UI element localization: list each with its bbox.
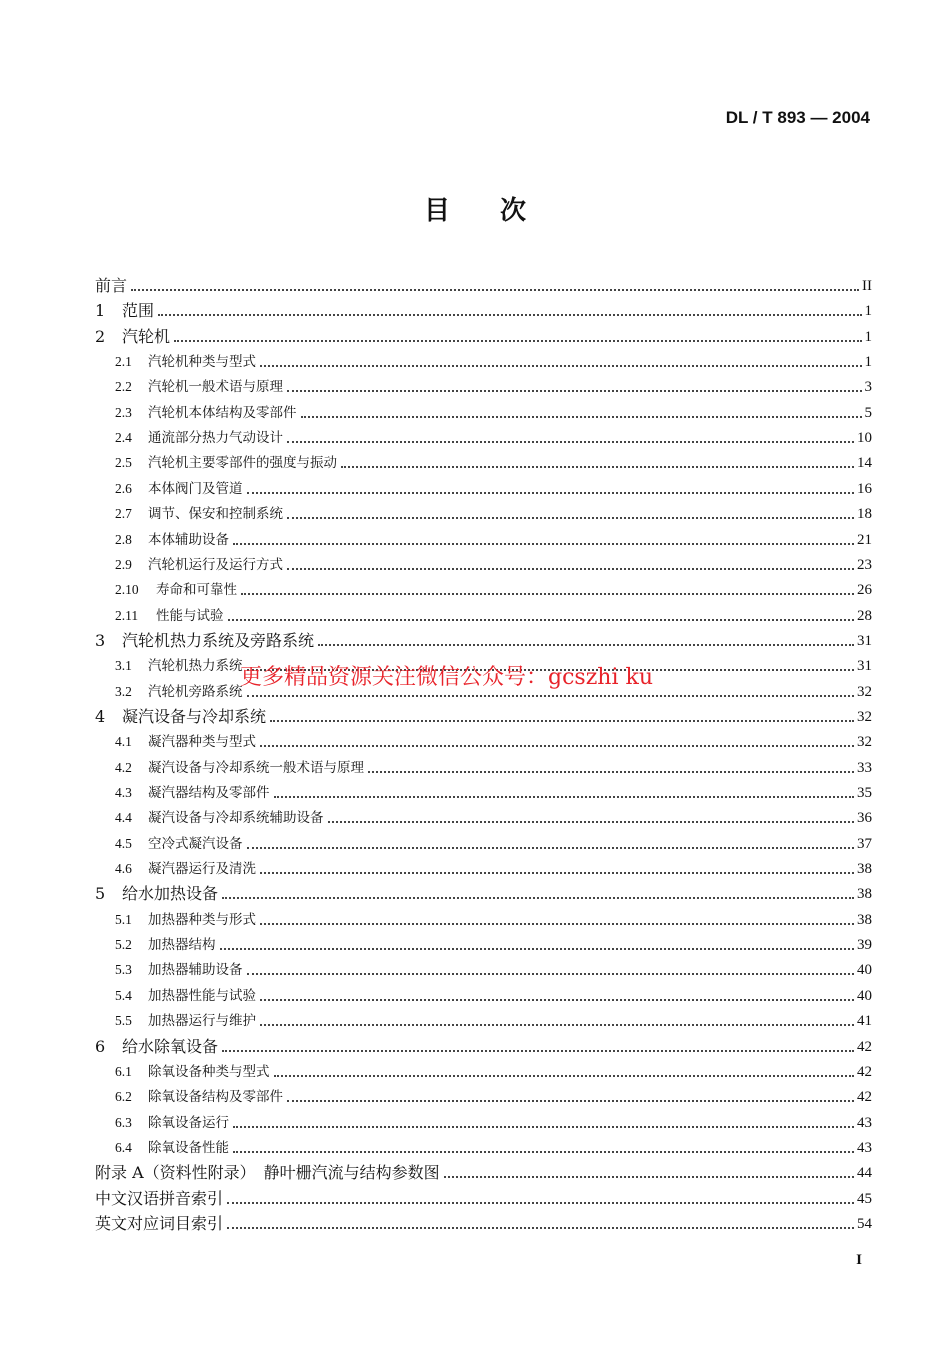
dot-leader	[241, 592, 854, 595]
toc-entry[interactable]	[95, 297, 872, 321]
toc-entry-page: 33	[857, 759, 872, 776]
toc-entry-title: 汽轮机一般术语与原理	[148, 379, 283, 396]
toc-entry-page: 42	[857, 1089, 872, 1106]
dot-leader	[247, 972, 855, 975]
dot-leader	[318, 643, 854, 646]
standard-number: DL / T 893 — 2004	[725, 108, 870, 127]
toc-entry-page: 26	[857, 582, 872, 599]
toc-entry-page: 3	[864, 379, 872, 396]
dot-leader	[158, 313, 861, 316]
toc-entry[interactable]	[95, 627, 872, 651]
toc-entry-title: 汽轮机旁路系统	[148, 683, 243, 700]
toc-entry-page: 43	[857, 1139, 872, 1156]
toc-entry-page: 42	[857, 1063, 872, 1080]
toc-entry-number: 5.2	[115, 937, 132, 953]
toc-entry-title: 加热器结构	[148, 937, 216, 954]
toc-entry[interactable]	[115, 956, 872, 980]
toc-entry-title: 汽轮机	[122, 326, 171, 346]
toc-entry-number: 2.5	[115, 455, 132, 471]
toc-entry[interactable]	[115, 1083, 872, 1107]
toc-entry-page: 44	[857, 1165, 872, 1182]
toc-entry-number: 4.6	[115, 861, 132, 877]
toc-entry[interactable]	[95, 1159, 872, 1183]
toc-entry-title: 汽轮机本体结构及零部件	[148, 404, 297, 421]
toc-entry-title: 凝汽器种类与型式	[148, 734, 256, 751]
dot-leader	[247, 491, 855, 494]
toc-entry-page: 32	[857, 734, 872, 751]
toc-entry-page: II	[862, 278, 872, 294]
dot-leader	[301, 415, 862, 418]
dot-leader	[260, 922, 854, 925]
toc-entry-number: 3.2	[115, 683, 132, 699]
dot-leader	[233, 1150, 854, 1153]
page-number: I	[856, 1252, 862, 1268]
dot-leader	[220, 947, 855, 950]
toc-entry-page: 1	[864, 354, 872, 371]
dot-leader	[260, 998, 854, 1001]
toc-entry-number: 6.3	[115, 1114, 132, 1130]
toc-entry-number: 2.9	[115, 556, 132, 572]
toc-entry-title: 汽轮机主要零部件的强度与振动	[148, 455, 337, 472]
toc-entry-number: 5.3	[115, 962, 132, 978]
toc-entry[interactable]	[115, 500, 872, 524]
dot-leader	[444, 1175, 854, 1178]
toc-entry-title: 汽轮机种类与型式	[148, 354, 256, 371]
toc-entry[interactable]	[95, 272, 872, 296]
toc-entry-title: 本体辅助设备	[148, 531, 229, 548]
toc-entry-number: 3	[95, 630, 106, 650]
toc-entry[interactable]	[115, 906, 872, 930]
dot-leader	[287, 567, 854, 570]
toc-entry[interactable]	[115, 526, 872, 550]
toc-entry-page: 38	[857, 861, 872, 878]
toc-entry-number: 6	[95, 1036, 106, 1056]
toc-entry-number: 5.4	[115, 987, 132, 1003]
toc-entry-title: 空冷式凝汽设备	[148, 835, 243, 852]
toc-entry-page: 5	[864, 404, 872, 421]
toc-entry-title: 给水加热设备	[122, 884, 219, 904]
toc-entry-number: 2.8	[115, 531, 132, 547]
dot-leader	[247, 846, 855, 849]
toc-entry-title: 性能与试验	[156, 607, 224, 624]
toc-entry-title: 中文汉语拼音索引	[95, 1188, 224, 1208]
toc-entry[interactable]	[115, 475, 872, 499]
toc-entry-number: 4.1	[115, 734, 132, 750]
toc-entry-title: 汽轮机热力系统及旁路系统	[122, 630, 315, 650]
dot-leader	[260, 364, 862, 367]
toc-entry-title: 前言	[95, 276, 128, 295]
toc-entry[interactable]	[115, 931, 872, 955]
dot-leader	[368, 770, 854, 773]
toc-entry-title: 范围	[122, 301, 155, 321]
toc-entry[interactable]	[115, 728, 872, 752]
toc-entry[interactable]	[115, 399, 872, 423]
toc-entry-page: 41	[857, 1013, 872, 1030]
toc-entry[interactable]	[95, 1033, 872, 1057]
toc-entry-title: 本体阀门及管道	[148, 480, 243, 497]
page-title: 目次	[423, 196, 576, 226]
dot-leader	[247, 694, 855, 697]
toc-entry-title: 除氧设备性能	[148, 1139, 229, 1156]
toc-entry-page: 21	[857, 531, 872, 548]
toc-entry[interactable]	[115, 855, 872, 879]
toc-entry-number: 4.3	[115, 785, 132, 800]
toc-entry-page: 35	[857, 785, 872, 801]
toc-entry[interactable]	[115, 1058, 872, 1082]
dot-leader	[233, 1125, 854, 1128]
toc-entry[interactable]	[115, 779, 872, 803]
toc-entry[interactable]	[95, 1185, 872, 1209]
dot-leader	[270, 719, 854, 722]
toc-entry-title: 除氧设备种类与型式	[148, 1063, 270, 1080]
toc-entry-title: 通流部分热力气动设计	[148, 430, 283, 447]
dot-leader	[287, 440, 854, 443]
toc-entry-title: 凝汽设备与冷却系统一般术语与原理	[148, 759, 364, 776]
toc-entry-number: 6.1	[115, 1063, 132, 1079]
toc-entry-title: 调节、保安和控制系统	[148, 506, 283, 523]
toc-entry-title: 凝汽器运行及清洗	[148, 861, 256, 878]
dot-leader	[222, 1049, 854, 1052]
dot-leader	[274, 795, 855, 798]
toc-entry-title: 附录 A（资料性附录） 静叶栅汽流与结构参数图	[95, 1163, 440, 1183]
toc-entry-page: 31	[857, 658, 872, 675]
toc-entry[interactable]	[95, 703, 872, 727]
toc-entry[interactable]	[115, 551, 872, 575]
toc-entry-number: 2.10	[115, 582, 139, 598]
toc-entry[interactable]	[115, 348, 872, 372]
toc-entry-page: 42	[857, 1038, 872, 1055]
toc-entry-page: 39	[857, 937, 872, 954]
toc-entry-number: 2.11	[115, 607, 139, 623]
toc-entry[interactable]	[115, 982, 872, 1006]
dot-leader	[227, 1201, 854, 1204]
toc-entry-number: 6.4	[115, 1139, 132, 1155]
dot-leader	[287, 389, 862, 392]
toc-entry[interactable]	[115, 576, 872, 600]
toc-entry[interactable]	[115, 804, 872, 828]
toc-entry-number: 4.2	[115, 759, 132, 775]
dot-leader	[227, 1226, 854, 1229]
toc-entry-number: 2.6	[115, 480, 132, 496]
toc-entry-title: 除氧设备结构及零部件	[148, 1089, 283, 1106]
toc-entry-page: 40	[857, 962, 872, 979]
toc-entry[interactable]	[95, 1210, 872, 1234]
toc-entry-page: 37	[857, 835, 872, 852]
toc-entry-page: 45	[857, 1190, 872, 1207]
toc-entry-number: 4.4	[115, 810, 132, 826]
toc-entry-page: 14	[857, 455, 872, 472]
toc-entry-title: 加热器运行与维护	[148, 1013, 256, 1030]
dot-leader	[260, 871, 854, 874]
dot-leader	[328, 820, 855, 823]
toc-entry[interactable]	[115, 373, 872, 397]
toc-entry[interactable]	[115, 449, 872, 473]
watermark-text: 更多精品资源关注微信公众号：gcszhi ku	[240, 665, 653, 690]
toc-entry-page: 16	[857, 480, 872, 497]
dot-leader	[287, 516, 854, 519]
toc-entry-number: 6.2	[115, 1089, 132, 1105]
toc-entry-title: 加热器辅助设备	[148, 962, 243, 979]
toc-entry-title: 汽轮机运行及运行方式	[148, 556, 283, 573]
toc-entry-title: 除氧设备运行	[148, 1114, 229, 1131]
toc-entry[interactable]	[95, 323, 872, 347]
toc-entry-number: 1	[95, 301, 106, 321]
toc-entry-page: 40	[857, 987, 872, 1004]
toc-entry-page: 54	[857, 1215, 872, 1232]
toc-entry-number: 2.2	[115, 379, 132, 395]
toc-entry-number: 2.7	[115, 506, 132, 522]
toc-entry-page: 43	[857, 1114, 872, 1131]
toc-entry-title: 凝汽器结构及零部件	[148, 785, 270, 801]
toc-entry-title: 凝汽设备与冷却系统辅助设备	[148, 810, 324, 827]
dot-leader	[341, 465, 854, 468]
toc-entry-page: 18	[857, 506, 872, 523]
toc-entry[interactable]	[115, 1109, 872, 1133]
toc-entry-page: 32	[857, 708, 872, 725]
toc-entry-number: 4	[95, 706, 106, 726]
toc-entry-page: 1	[864, 328, 872, 345]
dot-leader	[287, 1099, 854, 1102]
toc-entry-number: 2	[95, 326, 106, 346]
dot-leader	[131, 288, 859, 291]
toc-entry-title: 给水除氧设备	[122, 1036, 219, 1056]
toc-entry-title: 凝汽设备与冷却系统	[122, 706, 267, 726]
toc-entry[interactable]	[115, 830, 872, 854]
dot-leader	[260, 1023, 854, 1026]
toc-entry[interactable]	[115, 754, 872, 778]
toc-entry-number: 5	[95, 884, 106, 904]
toc-entry-page: 32	[857, 683, 872, 700]
toc-entry-page: 28	[857, 607, 872, 624]
toc-entry-title: 英文对应词目索引	[95, 1213, 224, 1233]
dot-leader	[228, 618, 855, 621]
toc-entry-page: 31	[857, 632, 872, 649]
toc-entry-page: 10	[857, 430, 872, 447]
toc-entry-title: 寿命和可靠性	[156, 582, 237, 599]
toc-entry-number: 5.5	[115, 1013, 132, 1029]
dot-leader	[174, 339, 861, 342]
toc-entry[interactable]	[115, 424, 872, 448]
toc-entry-number: 2.4	[115, 430, 132, 446]
toc-entry[interactable]	[115, 602, 872, 626]
toc-entry-number: 3.1	[115, 658, 132, 674]
toc-entry-title: 加热器性能与试验	[148, 987, 256, 1004]
toc-entry-page: 38	[857, 886, 872, 903]
dot-leader	[222, 896, 854, 899]
toc-entry-title: 加热器种类与形式	[148, 911, 256, 928]
toc-entry-page: 23	[857, 556, 872, 573]
toc-entry-page: 36	[857, 810, 872, 827]
toc-entry-page: 1	[864, 303, 872, 320]
toc-entry-number: 2.3	[115, 404, 132, 420]
toc-entry-number: 4.5	[115, 835, 132, 851]
toc-entry-number: 5.1	[115, 911, 132, 927]
dot-leader	[260, 744, 854, 747]
toc-entry-number: 2.1	[115, 354, 132, 370]
toc-entry[interactable]	[115, 1007, 872, 1031]
toc-entry-page: 38	[857, 911, 872, 928]
dot-leader	[233, 542, 854, 545]
dot-leader	[274, 1074, 855, 1077]
toc-entry[interactable]	[115, 1134, 872, 1158]
toc-entry-title: 汽轮机热力系统	[148, 658, 243, 675]
toc-entry[interactable]	[95, 880, 872, 904]
